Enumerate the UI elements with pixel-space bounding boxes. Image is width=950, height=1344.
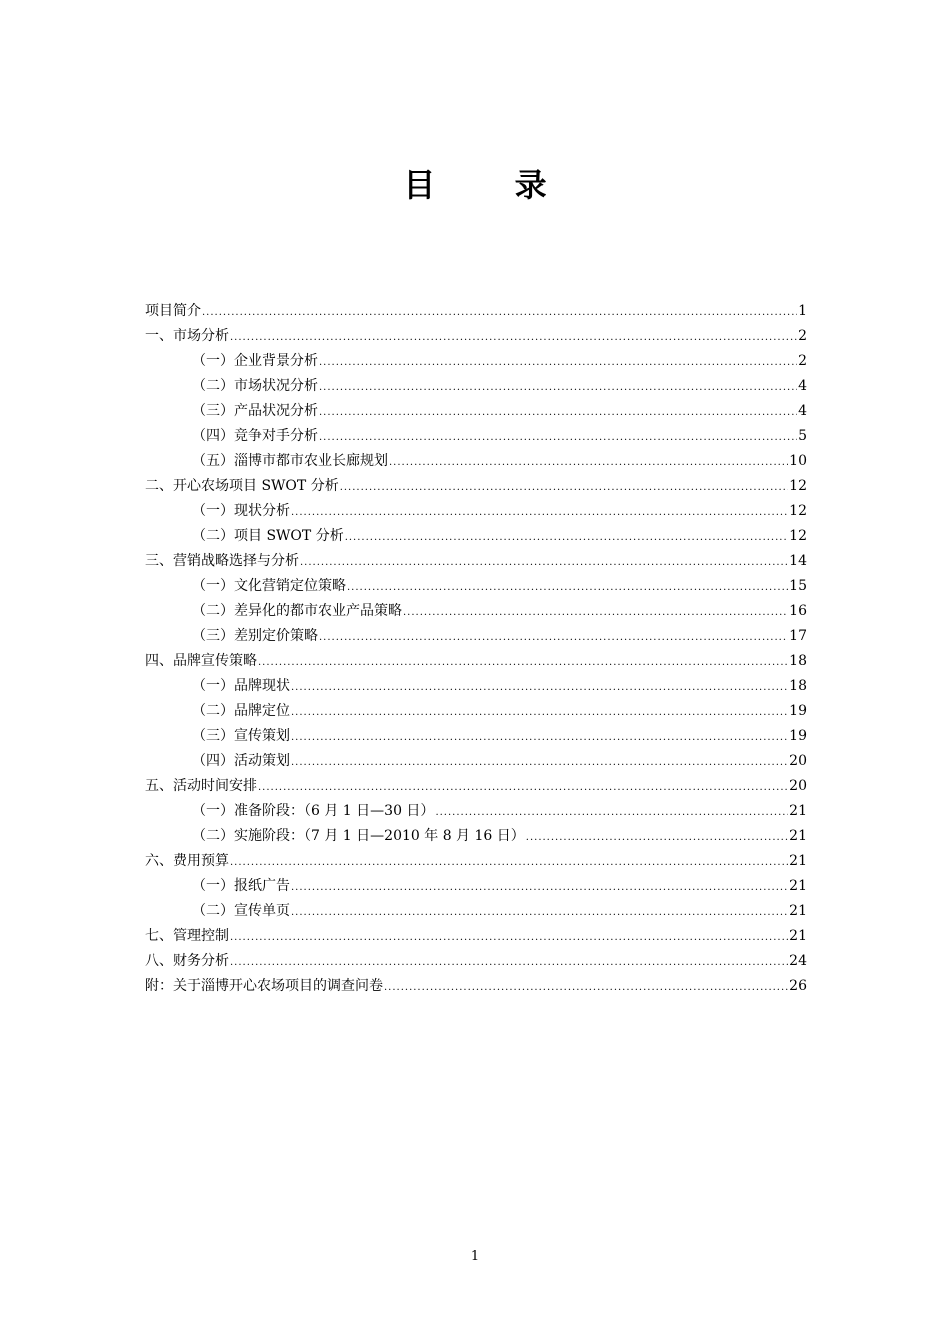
toc-dot-leader [291, 675, 788, 700]
toc-dot-leader [319, 350, 797, 375]
toc-entry[interactable] [145, 474, 807, 499]
toc-dot-leader [291, 875, 788, 900]
toc-entry[interactable] [145, 449, 807, 474]
toc-entry-label: （二）差异化的都市农业产品策略 [192, 603, 402, 619]
toc-entry-page: 10 [789, 453, 807, 469]
table-of-contents [145, 299, 807, 999]
toc-entry[interactable] [145, 324, 807, 349]
toc-entry-label: （四）活动策划 [192, 753, 290, 769]
toc-entry[interactable] [145, 424, 807, 449]
toc-entry[interactable] [145, 699, 807, 724]
toc-entry-page: 12 [789, 528, 807, 544]
toc-dot-leader [258, 650, 788, 675]
toc-entry[interactable] [145, 774, 807, 799]
toc-dot-leader [300, 550, 788, 575]
toc-entry-label: 七、管理控制 [145, 928, 229, 944]
toc-entry-label: （一）品牌现状 [192, 678, 290, 694]
toc-entry-page: 21 [789, 903, 807, 919]
toc-entry-label: （三）宣传策划 [192, 728, 290, 744]
toc-entry[interactable] [145, 874, 807, 899]
toc-entry-page: 18 [789, 678, 807, 694]
toc-dot-leader [230, 850, 788, 875]
toc-dot-leader [291, 900, 788, 925]
toc-entry-page: 21 [789, 928, 807, 944]
toc-entry-label: 六、费用预算 [145, 853, 229, 869]
toc-entry-page: 17 [789, 628, 807, 644]
toc-dot-leader [345, 525, 788, 550]
toc-entry-page: 14 [789, 553, 807, 569]
toc-entry-label: 一、市场分析 [145, 328, 229, 344]
toc-entry-page: 26 [789, 978, 807, 994]
toc-dot-leader [384, 975, 788, 1000]
toc-entry-page: 4 [798, 403, 807, 419]
toc-entry-label: （二）项目 SWOT 分析 [192, 528, 344, 544]
toc-entry-label: （四）竞争对手分析 [192, 428, 318, 444]
toc-entry-label: 四、品牌宣传策略 [145, 653, 257, 669]
toc-entry-page: 2 [798, 353, 807, 369]
toc-dot-leader [230, 925, 788, 950]
toc-dot-leader [291, 700, 788, 725]
toc-dot-leader [319, 625, 788, 650]
page-number: 1 [470, 1249, 480, 1264]
toc-entry-page: 16 [789, 603, 807, 619]
toc-entry-page: 12 [789, 478, 807, 494]
toc-entry-page: 19 [789, 703, 807, 719]
toc-entry-label: （二）市场状况分析 [192, 378, 318, 394]
toc-entry-page: 12 [789, 503, 807, 519]
toc-entry[interactable] [145, 499, 807, 524]
toc-dot-leader [291, 500, 788, 525]
toc-entry-label: （二）品牌定位 [192, 703, 290, 719]
toc-dot-leader [291, 750, 788, 775]
toc-dot-leader [435, 800, 788, 825]
toc-entry[interactable] [145, 974, 807, 999]
toc-entry-label: （三）产品状况分析 [192, 403, 318, 419]
toc-entry[interactable] [145, 524, 807, 549]
toc-entry-label: 项目简介 [145, 303, 201, 319]
toc-dot-leader [319, 425, 797, 450]
toc-entry-label: 二、开心农场项目 SWOT 分析 [145, 478, 339, 494]
toc-dot-leader [258, 775, 788, 800]
toc-entry[interactable] [145, 574, 807, 599]
toc-entry-label: （五）淄博市都市农业长廊规划 [192, 453, 388, 469]
toc-dot-leader [291, 725, 788, 750]
toc-dot-leader [347, 575, 788, 600]
toc-entry-label: （二）实施阶段：（7 月 1 日—2010 年 8 月 16 日） [192, 828, 525, 844]
toc-entry-page: 18 [789, 653, 807, 669]
toc-entry[interactable] [145, 749, 807, 774]
toc-entry[interactable] [145, 399, 807, 424]
toc-entry-page: 15 [789, 578, 807, 594]
toc-dot-leader [389, 450, 788, 475]
toc-dot-leader [403, 600, 788, 625]
toc-entry[interactable] [145, 799, 807, 824]
toc-entry-label: （三）差别定价策略 [192, 628, 318, 644]
toc-entry-page: 21 [789, 803, 807, 819]
toc-entry-label: （一）现状分析 [192, 503, 290, 519]
toc-entry[interactable] [145, 724, 807, 749]
toc-entry-page: 19 [789, 728, 807, 744]
toc-entry-page: 2 [798, 328, 807, 344]
toc-entry-page: 24 [789, 953, 807, 969]
toc-entry[interactable] [145, 674, 807, 699]
toc-entry-page: 5 [798, 428, 807, 444]
toc-entry[interactable] [145, 649, 807, 674]
toc-dot-leader [340, 475, 788, 500]
toc-entry[interactable] [145, 374, 807, 399]
toc-entry[interactable] [145, 299, 807, 324]
toc-entry-label: （二）宣传单页 [192, 903, 290, 919]
toc-entry-label: （一）企业背景分析 [192, 353, 318, 369]
toc-dot-leader [202, 300, 797, 325]
toc-entry[interactable] [145, 849, 807, 874]
toc-entry-page: 21 [789, 853, 807, 869]
toc-dot-leader [319, 375, 797, 400]
toc-entry-label: 八、财务分析 [145, 953, 229, 969]
toc-dot-leader [526, 825, 788, 850]
toc-entry-label: （一）文化营销定位策略 [192, 578, 346, 594]
toc-entry-label: 三、营销战略选择与分析 [145, 553, 299, 569]
toc-entry-page: 4 [798, 378, 807, 394]
toc-entry-page: 20 [789, 753, 807, 769]
toc-entry-label: 五、活动时间安排 [145, 778, 257, 794]
toc-dot-leader [230, 950, 788, 975]
toc-entry-page: 21 [789, 878, 807, 894]
toc-entry[interactable] [145, 624, 807, 649]
toc-entry[interactable] [145, 824, 807, 849]
toc-dot-leader [230, 325, 797, 350]
toc-entry[interactable] [145, 349, 807, 374]
toc-entry-page: 21 [789, 828, 807, 844]
toc-entry[interactable] [145, 899, 807, 924]
toc-entry-page: 20 [789, 778, 807, 794]
document-title: 目 录 [403, 166, 581, 204]
toc-entry-label: 附：关于淄博开心农场项目的调查问卷 [145, 978, 383, 994]
toc-entry[interactable] [145, 949, 807, 974]
toc-entry-label: （一）准备阶段：（6 月 1 日—30 日） [192, 803, 435, 819]
toc-entry-page: 1 [798, 303, 807, 319]
toc-entry[interactable] [145, 599, 807, 624]
toc-entry-label: （一）报纸广告 [192, 878, 290, 894]
toc-entry[interactable] [145, 549, 807, 574]
toc-entry[interactable] [145, 924, 807, 949]
toc-dot-leader [319, 400, 797, 425]
